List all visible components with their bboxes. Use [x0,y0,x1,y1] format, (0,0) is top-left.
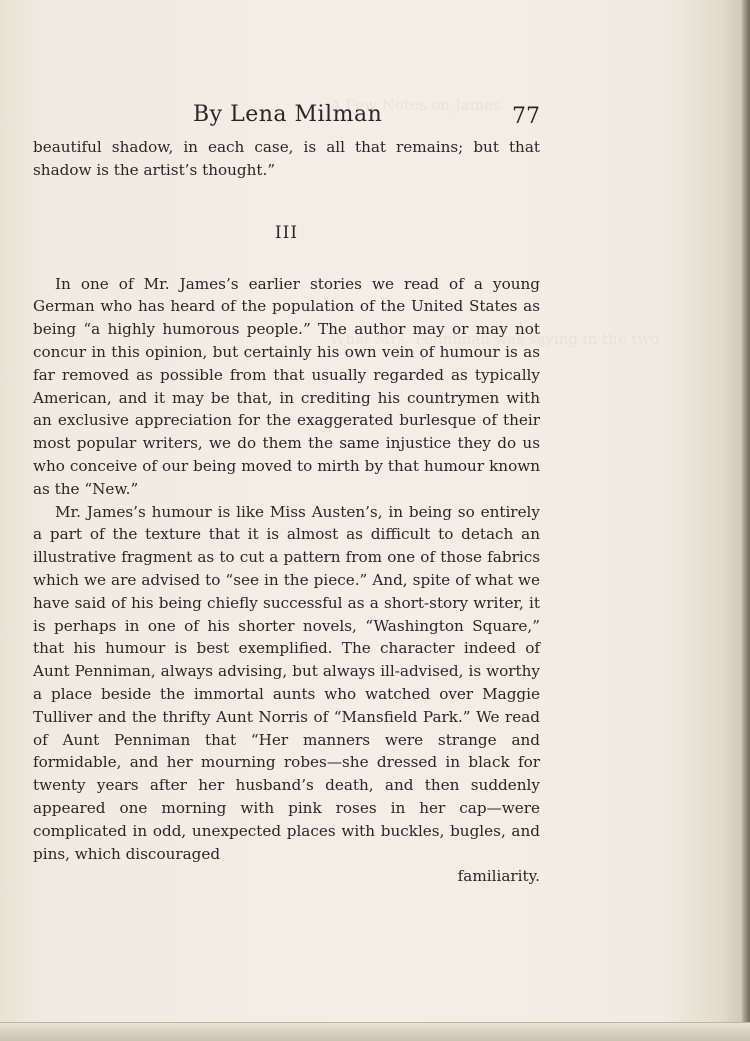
page-number: 77 [512,104,540,129]
continued-paragraph: beautiful shadow, in each case, is all that remains; but that shadow is the artist’s thought.” [33,138,540,179]
page-edge-right [742,0,750,1041]
section-heading: III [274,222,299,243]
show-through-text: What Mrs. Penniman was saying in the two [330,330,660,348]
paragraph-2: Mr. James’s humour is like Miss Austen’s, in being so entirely a part of the texture that it is almost as difficult to detach an illustrative fragment as to cut a pattern from one of those fabrics which we are advised to “see in the piece.” And, spite of what we have said of his being chiefly successful as a short-story writer, it is perhaps in one of his shorter novels, “Washington Square,” that his humour is best exemplified. The character indeed of Aunt Penniman, always advising, but always ill-advised, is worthy a place beside the immortal aunts who watched over Maggie Tulliver and the thrifty Aunt Norris of “Mansfield Park.” We read of Aunt Penniman that “Her manners were strange and formidable, and her mourning robes—she dressed in black for twenty years after her husband’s death, and then suddenly appeared one morning with pink roses in her cap—were complicated in odd, unexpected places with buckles, bugles, and pins, which discouraged [33,502,540,863]
show-through-text: A Few Notes on James [330,96,501,114]
page-text [33,96,540,888]
page-edge-bottom [0,1022,750,1041]
paragraph-1: In one of Mr. James’s earlier stories we read of a young German who has heard of the population of the United States as being “a highly humorous people.” The author may or may not concur in this opinion, but certainly his own vein of humour is as far removed as possible from that usually regarded as typically American, and it may be that, in crediting his countrymen with an exclusive appreciation for the exaggerated burlesque of their most popular writers, we do them the same injustice they do us who conceive of our being moved to mirth by that humour known as the “New.” [33,274,540,498]
page-header [33,96,540,136]
catchword: familiarity. [457,867,540,886]
running-head: By Lena Milman [193,102,383,127]
